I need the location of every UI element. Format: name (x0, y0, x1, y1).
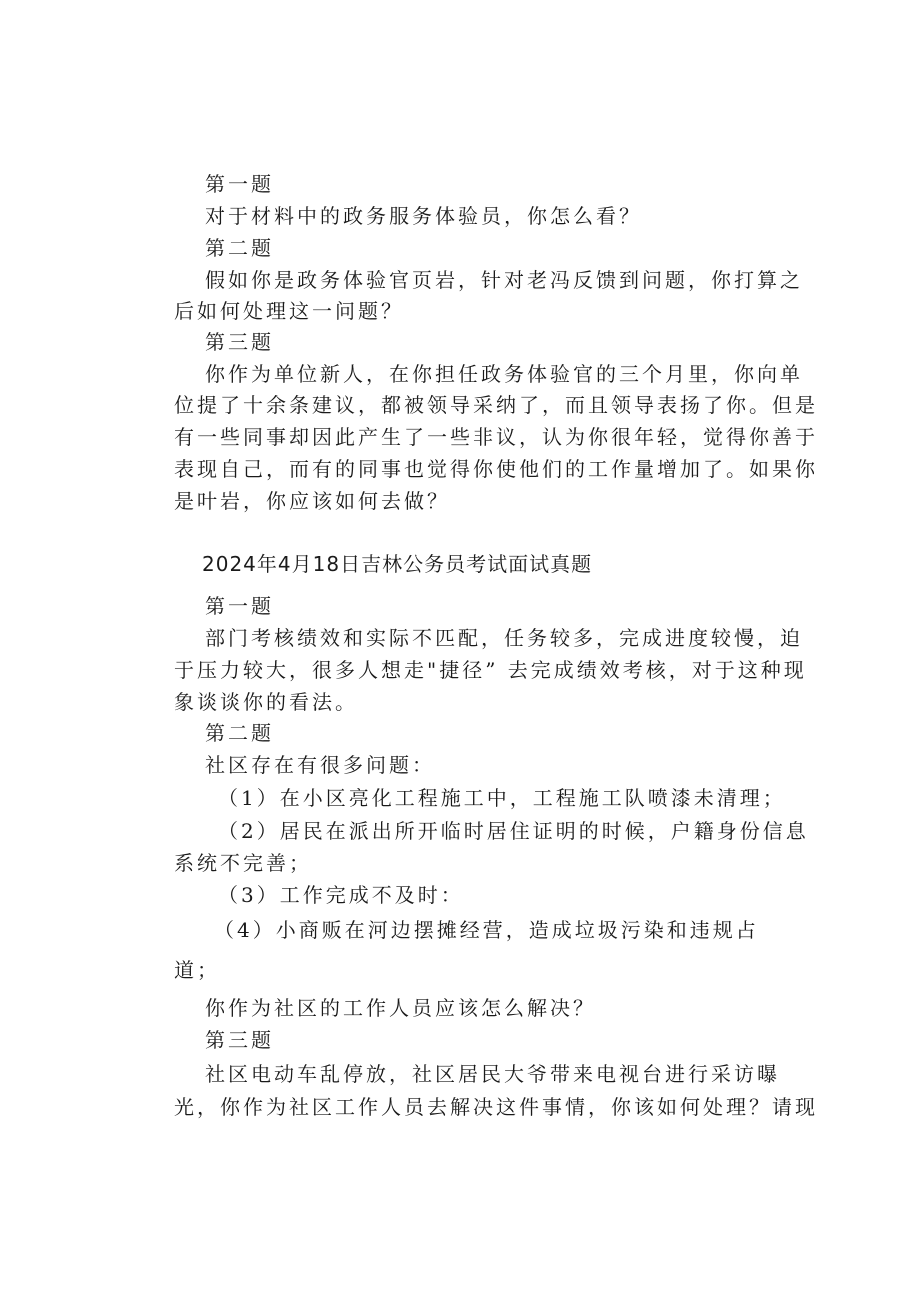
question-label-2: 第二题 (205, 236, 274, 260)
question-text-6-line-2: 光，你作为社区工作人员去解决这件事情，你该如何处理？请现 (174, 1095, 818, 1119)
question-text-1: 对于材料中的政务服务体验员，你怎么看？ (205, 204, 642, 228)
question-label-5: 第二题 (205, 721, 274, 745)
question-text-4-line-1: 部门考核绩效和实际不匹配，任务较多，完成进度较慢，迫 (205, 626, 803, 650)
question-text-3-line-2: 位提了十余条建议，都被领导采纳了，而且领导表扬了你。但是 (174, 393, 818, 417)
question-text-4-line-3: 象谈谈你的看法。 (174, 690, 358, 714)
list-item-2-line-2: 系统不完善； (174, 851, 312, 875)
list-item-4-line-2: 道； (174, 958, 220, 982)
question-label-4: 第一题 (205, 594, 274, 618)
question-text-3-line-3: 有一些同事却因此产生了一些非议，认为你很年轻，觉得你善于 (174, 425, 818, 449)
question-text-4-line-2: 于压力较大，很多人想走"捷径” 去完成绩效考核，对于这种现 (174, 658, 807, 682)
question-text-2-line-2: 后如何处理这一问题？ (174, 299, 404, 323)
list-item-2-line-1: （2）居民在派出所开临时居住证明的时候，户籍身份信息 (218, 819, 809, 843)
question-intro-5: 社区存在有很多问题： (205, 753, 435, 777)
question-text-3-line-1: 你作为单位新人，在你担任政务体验官的三个月里，你向单 (205, 362, 803, 386)
question-text-3-line-5: 是叶岩，你应该如何去做？ (174, 489, 450, 513)
list-item-1: （1）在小区亮化工程施工中，工程施工队喷漆未清理； (218, 786, 786, 810)
question-text-2-line-1: 假如你是政务体验官页岩，针对老冯反馈到问题，你打算之 (205, 268, 803, 292)
question-text-6-line-1: 社区电动车乱停放，社区居民大爷带来电视台进行采访曝 (205, 1062, 780, 1086)
question-label-6: 第三题 (205, 1028, 274, 1052)
question-text-3-line-4: 表现自己，而有的同事也觉得你使他们的工作量增加了。如果你 (174, 457, 818, 481)
question-label-3: 第三题 (205, 330, 274, 354)
question-text-5: 你作为社区的工作人员应该怎么解决？ (205, 996, 596, 1020)
section-heading: 2024年4月18日吉林公务员考试面试真题 (202, 552, 593, 576)
question-label-1: 第一题 (205, 172, 274, 196)
list-item-3: （3）工作完成不及时： (218, 883, 464, 907)
list-item-4-line-1: （4）小商贩在河边摆摊经营，造成垃圾污染和违规占 (214, 918, 759, 942)
